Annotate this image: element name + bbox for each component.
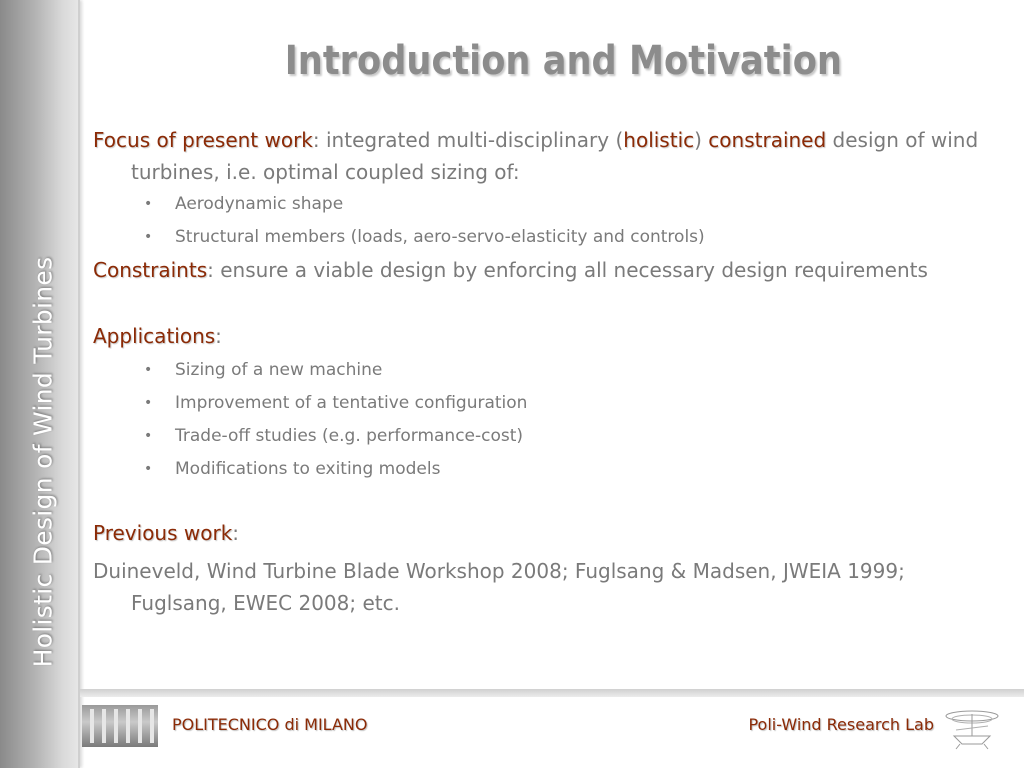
helicopter-sketch-icon	[942, 706, 1002, 750]
footer-university: POLITECNICO di MILANO	[172, 715, 368, 734]
bullet-icon: •	[144, 428, 153, 444]
slide-title: Introduction and Motivation	[284, 38, 842, 84]
focus-text-3: design of wind turbines, i.e. optimal coupled sizing of:	[131, 128, 979, 184]
bullet-icon: •	[144, 395, 153, 411]
list-item	[93, 221, 993, 254]
focus-bullet-list	[93, 188, 993, 254]
list-item-text: Improvement of a tentative configuration	[175, 393, 528, 413]
constraints-label: Constraints	[93, 258, 208, 282]
previous-work-label: Previous work	[93, 521, 233, 545]
applications-heading	[93, 320, 993, 352]
building-photo	[82, 705, 158, 747]
previous-work-colon: :	[232, 521, 240, 545]
slide-content	[93, 124, 993, 619]
bullet-icon: •	[144, 461, 153, 477]
focus-label: Focus of present work	[93, 128, 313, 152]
applications-colon: :	[215, 324, 222, 348]
list-item	[93, 453, 993, 486]
bullet-icon: •	[144, 362, 153, 378]
holistic-keyword: holistic	[623, 128, 695, 152]
list-item-text: Sizing of a new machine	[175, 360, 383, 380]
focus-text-1: : integrated multi-disciplinary (	[312, 128, 624, 152]
side-title: Holistic Design of Wind Turbines	[28, 256, 58, 668]
bullet-icon: •	[144, 196, 153, 212]
list-item	[93, 354, 993, 387]
constraints-text: : ensure a viable design by enforcing all necessary design requirements	[207, 258, 928, 282]
side-bar	[0, 0, 80, 768]
applications-bullet-list	[93, 354, 993, 486]
footer	[80, 700, 1024, 768]
list-item	[93, 387, 993, 420]
previous-work-heading	[93, 517, 993, 549]
list-item	[93, 420, 993, 453]
list-item-text: Modifications to exiting models	[175, 459, 441, 479]
bullet-icon: •	[144, 229, 153, 245]
focus-paragraph	[93, 124, 993, 188]
list-item-text: Aerodynamic shape	[175, 194, 344, 214]
constraints-paragraph	[93, 254, 993, 286]
list-item-text: Trade-off studies (e.g. performance-cost)	[175, 426, 524, 446]
constrained-keyword: constrained	[708, 128, 827, 152]
list-item-text: Structural members (loads, aero-servo-elasticity and controls)	[175, 227, 705, 247]
footer-divider	[80, 689, 1024, 697]
focus-text-2: )	[694, 128, 702, 152]
applications-label: Applications	[93, 324, 216, 348]
list-item	[93, 188, 993, 221]
previous-work-references: Duineveld, Wind Turbine Blade Workshop 2008; Fuglsang & Madsen, JWEIA 1999; Fuglsang, EWEC 2008; etc.	[93, 559, 905, 615]
footer-lab-name: Poli-Wind Research Lab	[748, 715, 934, 734]
